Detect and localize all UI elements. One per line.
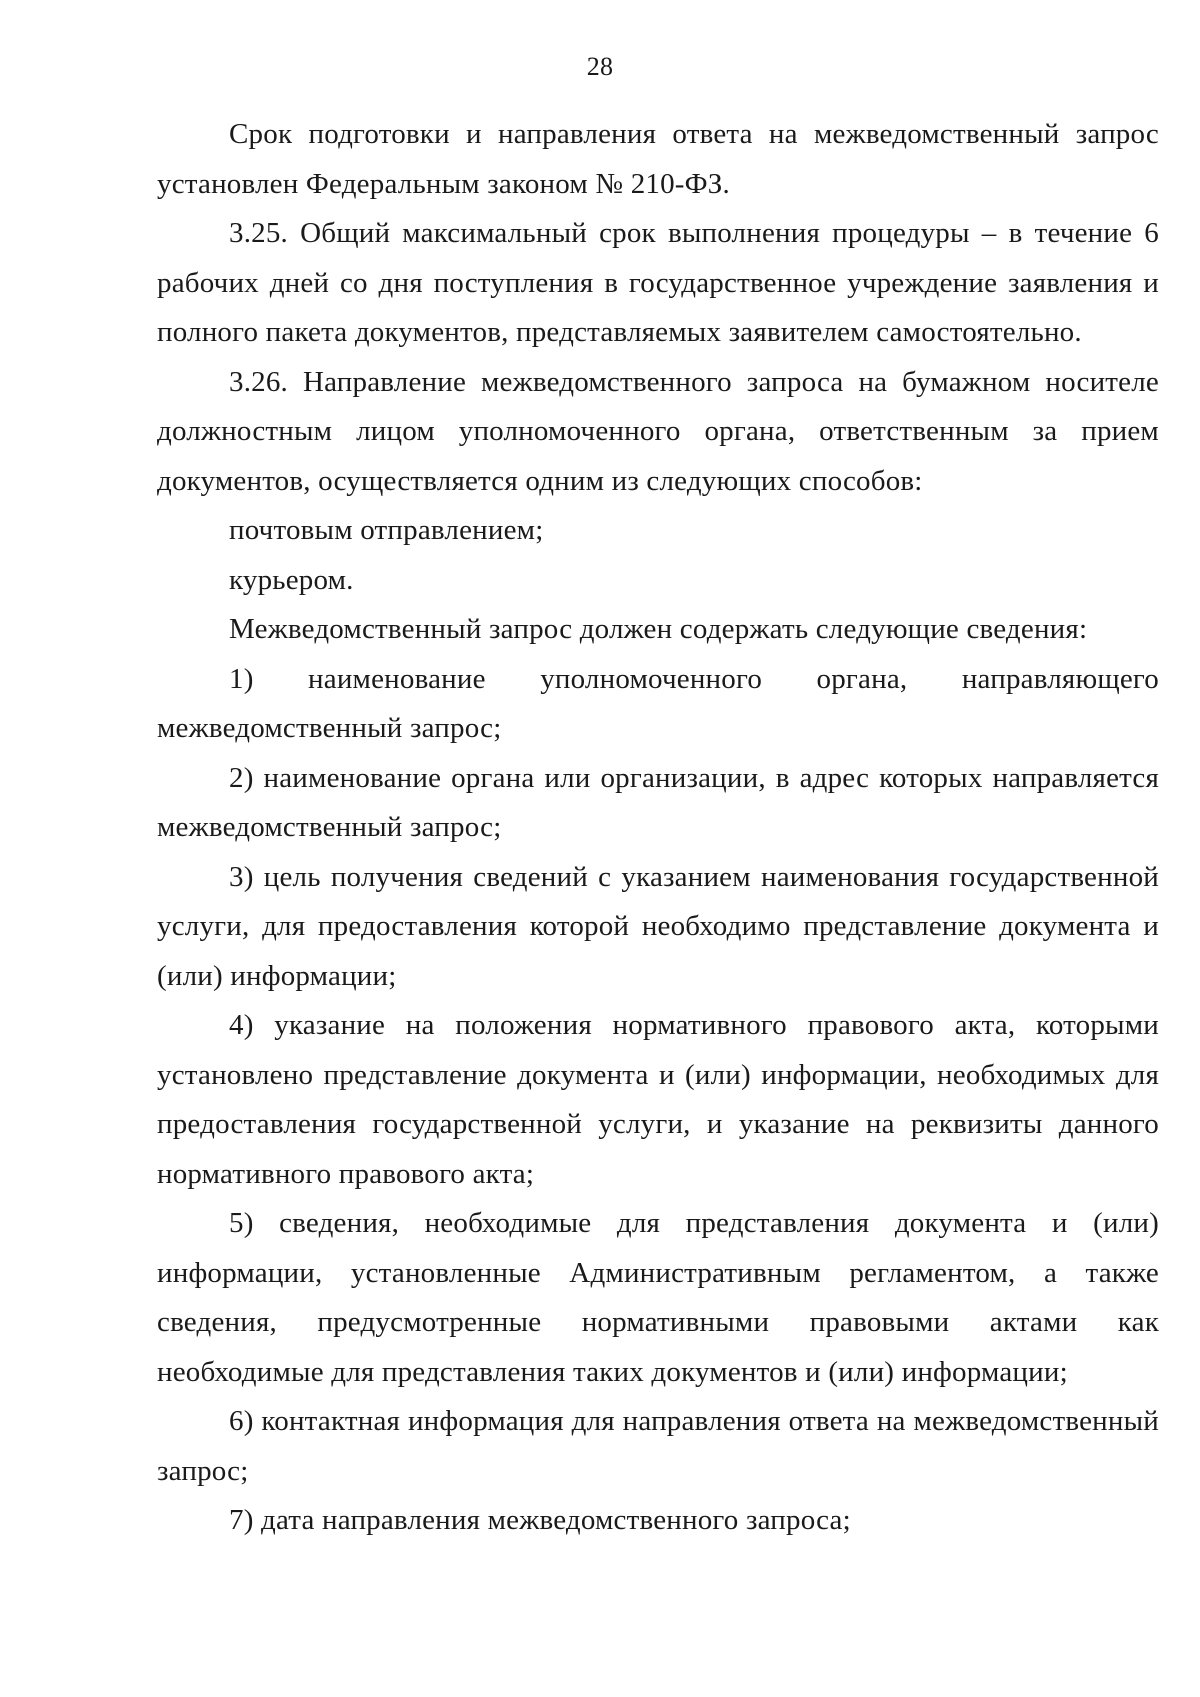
list-item-courier: курьером. [229, 563, 354, 596]
list-item-1: 1) наименование уполномоченного органа, направляющего межведомственный запрос; [157, 662, 1159, 744]
paragraph-request-contents: Межведомственный запрос должен содержать следующие сведения: [229, 613, 1088, 645]
list-item-7: 7) дата направления межведомственного запроса; [229, 1504, 851, 1536]
list-item-3: 3) цель получения сведений с указанием наименования государственной услуги, для предоставления которой необходимо представление документа и (или) информации; [157, 860, 1159, 992]
list-item-postal: почтовым отправлением; [229, 514, 544, 546]
paragraph-response-deadline: Срок подготовки и направления ответа на межведомственный запрос установлен Федеральным законом № 210-ФЗ. [157, 118, 1159, 200]
paragraph-3-26: 3.26. Направление межведомственного запроса на бумажном носителе должностным лицом уполномоченного органа, ответственным за прием документов, осуществляется одним из следующих способов: [157, 365, 1159, 497]
list-item-2: 2) наименование органа или организации, в адрес которых направляется межведомственный запрос; [157, 761, 1159, 843]
list-item-5: 5) сведения, необходимые для представления документа и (или) информации, установленные Административным регламентом, а также сведения, предусмотренные нормативными правовыми актами как необходимые для представления таких документов и (или) информации; [157, 1207, 1159, 1388]
list-item-4: 4) указание на положения нормативного правового акта, которыми установлено представление документа и (или) информации, необходимых для предоставления государственной услуги, и указание на реквизиты данного нормативного правового акта; [157, 1009, 1159, 1190]
page-number: 28 [586, 52, 614, 81]
paragraph-3-25: 3.25. Общий максимальный срок выполнения процедуры – в течение 6 рабочих дней со дня поступления в государственное учреждение заявления и полного пакета документов, представляемых заявителем самостоятельно. [157, 217, 1159, 348]
list-item-6: 6) контактная информация для направления ответа на межведомственный запрос; [157, 1405, 1159, 1487]
document-body [157, 110, 1159, 1546]
